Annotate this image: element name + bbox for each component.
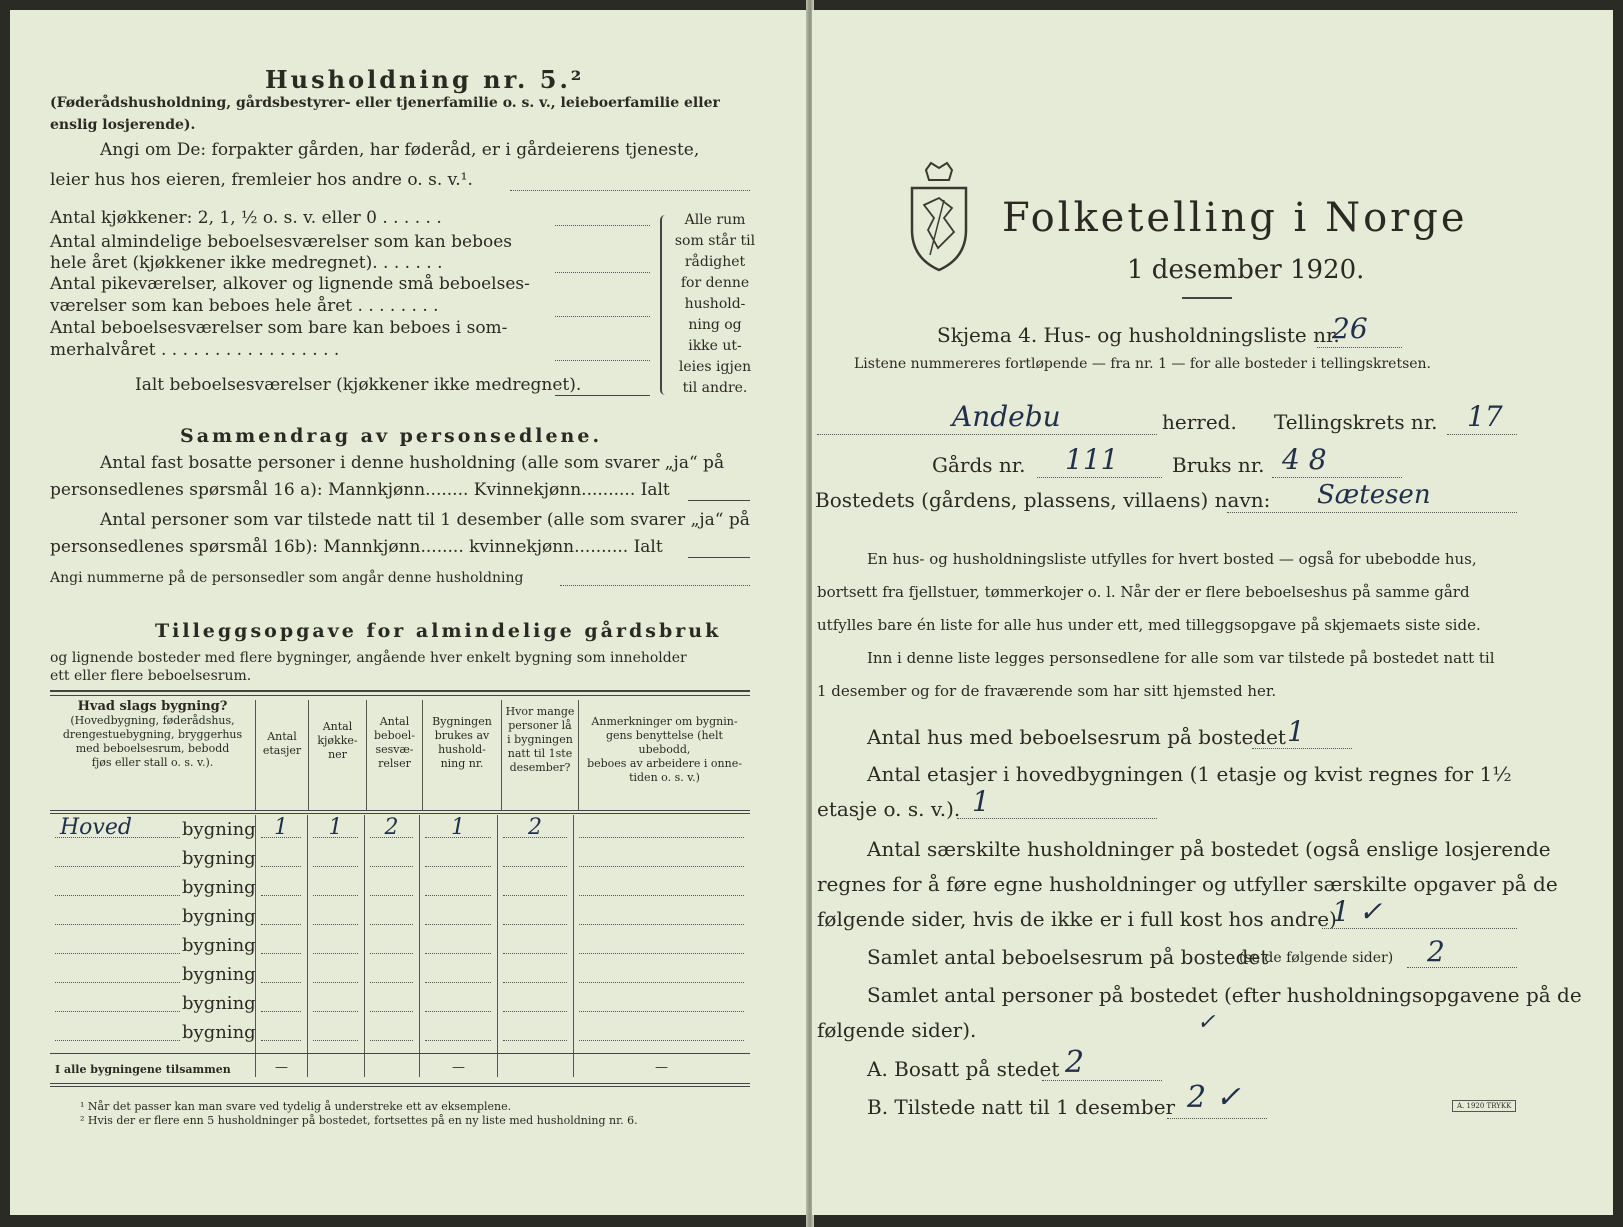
cell-line	[370, 924, 413, 925]
header-text: fjøs eller stall o. s. v.).	[91, 756, 214, 769]
cell-line	[425, 982, 491, 983]
left-page	[10, 10, 808, 1215]
document-title: Folketelling i Norge	[1002, 195, 1468, 241]
table-row	[50, 960, 750, 989]
header-text: gens benyttelse (helt ubebodd,	[606, 729, 723, 756]
cell-line	[261, 837, 301, 838]
krets-value: 17	[1467, 400, 1503, 433]
header-kjokkener	[309, 700, 367, 810]
kjokken-answer-line	[555, 225, 650, 226]
header-text: Antal	[322, 720, 353, 733]
header-personer	[502, 700, 579, 810]
cell-line	[313, 924, 358, 925]
cell-line	[261, 982, 301, 983]
gards-label: Gårds nr.	[932, 453, 1026, 477]
building-name-line	[55, 1040, 180, 1041]
header-text: Bygningen	[432, 715, 492, 728]
table-header-row	[50, 700, 750, 810]
q-hus-line	[1252, 748, 1352, 749]
building-name-line	[55, 866, 180, 867]
b-label: B. Tilstede natt til 1 desember	[867, 1095, 1176, 1119]
table-row	[50, 1018, 750, 1047]
cell-line	[503, 953, 567, 954]
bruks-value: 4 8	[1282, 443, 1327, 476]
building-name-line	[55, 837, 180, 838]
cell-hush: 1	[451, 815, 465, 840]
cell-line	[425, 924, 491, 925]
intro-line-2: enslig losjerende).	[50, 117, 196, 133]
cell-line	[261, 895, 301, 896]
pike-answer-line	[555, 316, 650, 317]
right-page	[812, 10, 1613, 1215]
anm-line	[579, 1040, 744, 1041]
total-bottom-rule	[50, 1083, 750, 1084]
rooms-line-6: Antal beboelsesværelser som bare kan beboes i som-	[50, 318, 508, 338]
cell-line	[425, 866, 491, 867]
document-date: 1 desember 1920.	[1127, 255, 1365, 285]
header-text: personer lå	[508, 719, 572, 732]
cell-line	[370, 1011, 413, 1012]
anm-line	[579, 953, 744, 954]
skjema-number: 26	[1332, 312, 1368, 345]
footnote-1: ¹ Når det passer kan man svare ved tydelig å understreke ett av eksemplene.	[80, 1100, 512, 1113]
side-note-line: leies igjen	[678, 359, 752, 375]
cell-pers: 2	[528, 815, 542, 840]
total-anm-dash: —	[655, 1060, 668, 1075]
cell-line	[425, 1040, 491, 1041]
coat-of-arms-icon	[904, 160, 974, 275]
rooms-line-3: hele året (kjøkkener ikke medregnet). . . . . . .	[50, 253, 443, 273]
header-anmerkninger	[579, 700, 751, 810]
bosted-value: Sætesen	[1317, 480, 1431, 510]
cell-line	[425, 953, 491, 954]
table-top-rule-2	[50, 695, 750, 696]
a-value: 2	[1065, 1045, 1085, 1080]
anm-line	[579, 837, 744, 838]
side-note-line: hushold-	[684, 296, 746, 312]
q-hush-line-3: følgende sider, hvis de ikke er i full kost hos andre)	[817, 907, 1337, 931]
summary-ialt-line-2	[688, 557, 750, 558]
cell-line	[503, 982, 567, 983]
header-text: ning nr.	[440, 757, 484, 770]
header-text: tiden o. s. v.)	[629, 771, 700, 784]
building-name-line	[55, 982, 180, 983]
skjema-label: Skjema 4. Hus- og husholdningsliste nr.	[937, 323, 1340, 347]
header-text: natt til 1ste	[507, 747, 573, 760]
header-text: brukes av	[434, 729, 490, 742]
supplement-text-1: og lignende bosteder med flere bygninger, angående hver enkelt bygning som inneholder	[50, 650, 687, 666]
cell-vaer: 2	[384, 815, 399, 840]
cell-line	[313, 1011, 358, 1012]
a-label: A. Bosatt på stedet	[867, 1057, 1060, 1081]
anm-line	[579, 924, 744, 925]
cell-etasjer: 1	[274, 815, 288, 840]
row-label: bygning	[182, 935, 256, 956]
table-row	[50, 931, 750, 960]
cell-line	[261, 1011, 301, 1012]
instruction-3: utfylles bare én liste for alle hus under ett, med tilleggsopgave på skjemaets siste side.	[817, 616, 1481, 634]
summary-line-3: Antal personer som var tilstede natt til 1 desember (alle som svarer „ja“ på	[100, 510, 750, 530]
bosted-line	[1227, 512, 1517, 513]
intro-line-1: (Føderådshusholdning, gårdsbestyrer- eller tjenerfamilie o. s. v., leieboerfamilie eller	[50, 95, 720, 111]
cell-line	[503, 924, 567, 925]
building-name: Hoved	[60, 815, 132, 840]
table-row	[50, 989, 750, 1018]
title-rule	[1182, 297, 1232, 299]
cell-line	[503, 1011, 567, 1012]
rooms-line-5: værelser som kan beboes hele året . . . . . . . .	[50, 296, 439, 316]
angi-answer-line	[510, 190, 750, 191]
cell-line	[370, 837, 413, 838]
building-name-line	[55, 895, 180, 896]
cell-line	[261, 924, 301, 925]
anm-line	[579, 866, 744, 867]
a-line	[1042, 1080, 1162, 1081]
bruks-line	[1272, 477, 1402, 478]
rooms-line-7: merhalvåret . . . . . . . . . . . . . . . . .	[50, 340, 340, 360]
q-rum-line	[1407, 967, 1517, 968]
cell-line	[370, 982, 413, 983]
herred-value: Andebu	[952, 400, 1061, 433]
header-text: Antal	[379, 715, 410, 728]
header-text: (Hovedbygning, føderådshus,	[70, 714, 235, 727]
header-text: beboes av arbeidere i onne-	[587, 757, 742, 770]
cell-line	[313, 953, 358, 954]
herred-line	[817, 434, 1157, 435]
angi-line-1: Angi om De: forpakter gården, har føderåd, er i gårdeierens tjeneste,	[100, 140, 700, 160]
total-label: I alle bygningene tilsammen	[55, 1063, 231, 1076]
supplement-text-2: ett eller flere beboelsesrum.	[50, 668, 252, 684]
q-etasjer-line-1: Antal etasjer i hovedbygningen (1 etasje og kvist regnes for 1½	[867, 762, 1512, 786]
table-header-rule	[50, 810, 750, 811]
q-pers-line-2: følgende sider).	[817, 1018, 977, 1042]
q-etasjer-line-2: etasje o. s. v.).	[817, 797, 961, 821]
total-top-rule	[50, 1053, 750, 1054]
q-hus-value: 1	[1287, 715, 1305, 748]
header-vaerelser	[367, 700, 423, 810]
total-etasjer-dash: —	[275, 1060, 288, 1075]
summary-line-5: Angi nummerne på de personsedler som angår denne husholdning	[50, 570, 524, 586]
table-row	[50, 844, 750, 873]
krets-label: Tellingskrets nr.	[1274, 410, 1438, 434]
side-note-line: rådighet	[684, 254, 746, 270]
header-text: drengestuebygning, bryggerhus	[62, 728, 243, 741]
q-hush-line	[1322, 928, 1517, 929]
summary-numbers-line	[560, 585, 750, 586]
side-note-brace	[660, 215, 670, 395]
q-pers-line-1: Samlet antal personer på bostedet (efter husholdningsopgavene på de	[867, 983, 1582, 1007]
table-body	[50, 815, 750, 1080]
row-label: bygning	[182, 993, 256, 1014]
summary-ialt-line-1	[688, 500, 750, 501]
header-text: Anmerkninger om bygnin-	[591, 715, 738, 728]
b-value: 2 ✓	[1187, 1080, 1241, 1115]
cell-line	[313, 895, 358, 896]
q-etasjer-value: 1	[972, 785, 990, 818]
header-text: desember?	[509, 761, 571, 774]
header-text: sesvæ-	[375, 743, 414, 756]
rooms-line-4: Antal pikeværelser, alkover og lignende små beboelses-	[50, 274, 530, 294]
table-top-rule	[50, 690, 750, 692]
header-text: etasjer	[262, 744, 302, 757]
table-row	[50, 873, 750, 902]
header-text: med beboelsesrum, bebodd	[75, 742, 230, 755]
cell-line	[313, 1040, 358, 1041]
cell-kjokken: 1	[328, 815, 343, 840]
side-note-line: for denne	[680, 275, 750, 291]
row-label: bygning	[182, 964, 256, 985]
q-hush-value: 1 ✓	[1332, 895, 1383, 928]
header-text: Hvad slags bygning?	[77, 699, 228, 714]
header-text: Antal	[267, 730, 297, 743]
header-husholdning	[423, 700, 502, 810]
instruction-1: En hus- og husholdningsliste utfylles for hvert bosted — også for ubebodde hus,	[867, 550, 1477, 568]
gards-value: 111	[1065, 443, 1119, 476]
total-bottom-rule-2	[50, 1086, 750, 1087]
table-row	[50, 902, 750, 931]
anm-line	[579, 895, 744, 896]
bosted-label: Bostedets (gårdens, plassens, villaens) navn:	[815, 488, 1271, 512]
side-note-line: som står til	[674, 233, 756, 249]
household-heading: Husholdning nr. 5.²	[265, 65, 585, 94]
cell-line	[503, 837, 567, 838]
building-name-line	[55, 1011, 180, 1012]
cell-line	[261, 953, 301, 954]
anm-line	[579, 982, 744, 983]
side-note-line: Alle rum	[684, 212, 746, 228]
total-hush-dash: —	[452, 1060, 465, 1075]
side-note-line: til andre.	[682, 380, 748, 396]
cell-line	[503, 895, 567, 896]
summary-heading: Sammendrag av personsedlene.	[180, 425, 603, 447]
cell-line	[370, 895, 413, 896]
skjema-number-line	[1317, 347, 1402, 348]
cell-line	[503, 1040, 567, 1041]
table-header-rule-2	[50, 813, 750, 814]
b-line	[1167, 1118, 1267, 1119]
header-text: ner	[328, 748, 347, 761]
side-note	[670, 210, 760, 399]
instruction-2: bortsett fra fjellstuer, tømmerkojer o. l. Når der er flere beboelseshus på samme gård	[817, 583, 1470, 601]
building-name-line	[55, 924, 180, 925]
header-text: beboel-	[374, 729, 415, 742]
q-rum-small: (se de følgende sider)	[1239, 950, 1394, 966]
header-etasjer	[256, 700, 309, 810]
row-label: bygning	[182, 1022, 256, 1043]
instruction-5: 1 desember og for de fraværende som har sitt hjemsted her.	[817, 682, 1277, 700]
cell-line	[313, 866, 358, 867]
cell-line	[503, 866, 567, 867]
q-hush-line-1: Antal særskilte husholdninger på bostedet (også enslige losjerende	[867, 837, 1551, 861]
bruks-label: Bruks nr.	[1172, 453, 1265, 477]
q-pers-mark: ✓	[1197, 1010, 1216, 1035]
supplement-heading: Tilleggsopgave for almindelige gårdsbruk	[155, 620, 722, 642]
building-table	[50, 700, 750, 810]
cell-line	[425, 895, 491, 896]
row-label: bygning	[182, 848, 256, 869]
header-text: hushold-	[438, 743, 486, 756]
rooms-line-2: Antal almindelige beboelsesværelser som kan beboes	[50, 232, 512, 252]
sommer-answer-line	[555, 360, 650, 361]
table-row	[50, 815, 750, 844]
cell-line	[313, 837, 358, 838]
q-rum-value: 2	[1427, 935, 1445, 968]
side-note-line: ning og	[688, 317, 742, 333]
herred-label: herred.	[1162, 410, 1237, 434]
header-text: kjøkke-	[317, 734, 358, 747]
header-building-type	[50, 700, 256, 810]
row-label: bygning	[182, 877, 256, 898]
cell-line	[370, 1040, 413, 1041]
krets-line	[1447, 434, 1517, 435]
q-hush-line-2: regnes for å føre egne husholdninger og utfyller særskilte opgaver på de	[817, 872, 1558, 896]
footnote-2: ² Hvis der er flere enn 5 husholdninger på bostedet, fortsettes på en ny liste med husholdning nr. 6.	[80, 1114, 638, 1127]
summary-line-1: Antal fast bosatte personer i denne husholdning (alle som svarer „ja“ på	[100, 453, 725, 473]
q-rum-label: Samlet antal beboelsesrum på bostedet	[867, 945, 1269, 969]
summary-line-4: personsedlenes spørsmål 16b): Mannkjønn........ kvinnekjønn.......... Ialt	[50, 537, 663, 557]
instruction-4: Inn i denne liste legges personsedlene for alle som var tilstede på bostedet natt til	[867, 649, 1495, 667]
building-name-line	[55, 953, 180, 954]
cell-line	[425, 837, 491, 838]
cell-line	[370, 866, 413, 867]
cell-line	[313, 982, 358, 983]
side-note-line: ikke ut-	[688, 338, 742, 354]
row-label: bygning	[182, 906, 256, 927]
cell-line	[261, 866, 301, 867]
q-hus-label: Antal hus med beboelsesrum på bostedet	[867, 725, 1286, 749]
cell-line	[261, 1040, 301, 1041]
header-text: i bygningen	[507, 733, 573, 746]
ialt-rooms-line	[555, 395, 650, 396]
printer-stamp: A. 1920 TRYKK	[1452, 1100, 1516, 1112]
cell-line	[370, 953, 413, 954]
gards-line	[1037, 477, 1162, 478]
cell-line	[425, 1011, 491, 1012]
q-etasjer-line	[957, 818, 1157, 819]
ialt-rooms-label: Ialt beboelsesværelser (kjøkkener ikke medregnet).	[135, 375, 582, 395]
anm-line	[579, 1011, 744, 1012]
vaerelser-answer-line	[555, 272, 650, 273]
row-label: bygning	[182, 819, 256, 840]
listene-note: Listene nummereres fortløpende — fra nr. 1 — for alle bosteder i tellingskretsen.	[854, 356, 1432, 372]
summary-line-2: personsedlenes spørsmål 16 a): Mannkjønn........ Kvinnekjønn.......... Ialt	[50, 480, 670, 500]
angi-line-2: leier hus hos eieren, fremleier hos andre o. s. v.¹.	[50, 170, 473, 190]
header-text: Hvor mange	[505, 705, 575, 718]
header-text: relser	[378, 757, 411, 770]
rooms-line-1: Antal kjøkkener: 2, 1, ½ o. s. v. eller 0 . . . . . .	[50, 208, 442, 228]
